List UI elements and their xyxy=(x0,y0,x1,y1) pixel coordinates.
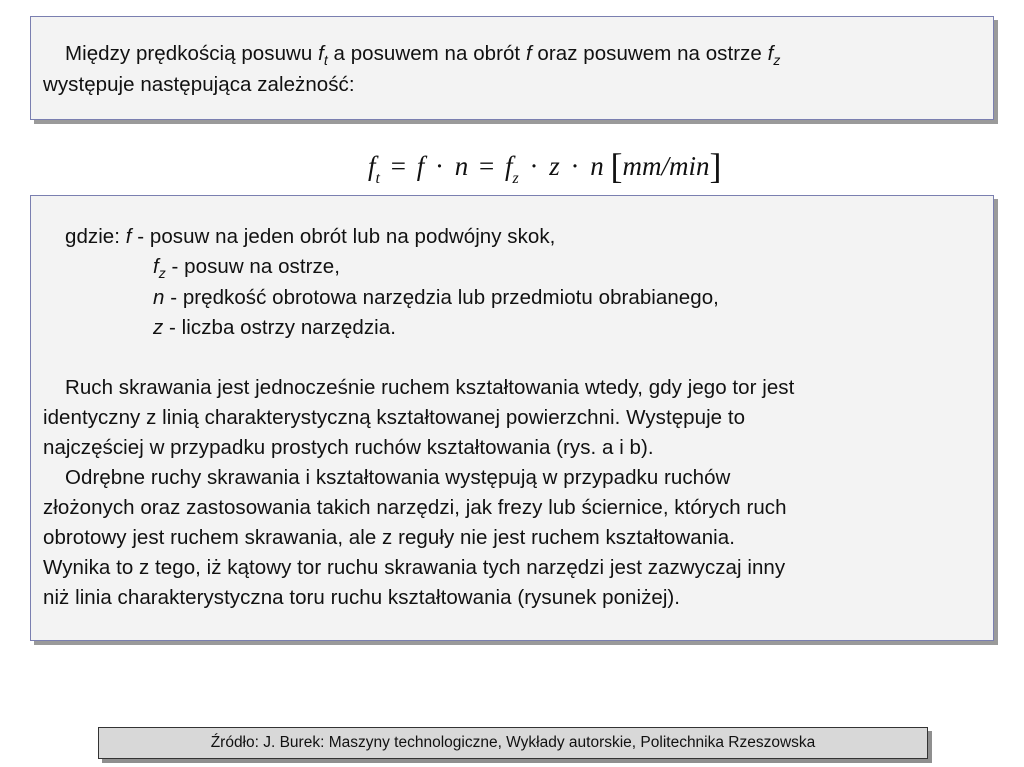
formula-equals-1: = xyxy=(390,151,406,181)
definition-text-f: - posuw na jeden obrót lub na podwójny skok, xyxy=(131,225,556,248)
formula-n: n xyxy=(454,151,469,181)
definitions-lead: gdzie: xyxy=(65,225,126,248)
formula-ft: f xyxy=(368,151,376,181)
intro-fz-symbol: f xyxy=(767,42,774,65)
definition-row-f xyxy=(43,222,983,252)
definition-text-n: - prędkość obrotowa narzędzia lub przedmiotu obrabianego, xyxy=(164,286,719,309)
formula-f: f xyxy=(416,151,425,181)
paragraph-2-line-2: złożonych oraz zastosowania takich narzędzi, jak frezy lub ściernice, których ruch xyxy=(43,496,787,519)
formula-z: z xyxy=(549,151,560,181)
paragraph-1-line-1: Ruch skrawania jest jednocześnie ruchem kształtowania wtedy, gdy jego tor jest xyxy=(65,376,795,399)
intro-part-1: Między prędkością posuwu xyxy=(65,42,319,65)
paragraph-2-line-1: Odrębne ruchy skrawania i kształtowania występują w przypadku ruchów xyxy=(65,466,731,489)
definition-text-z: - liczba ostrzy narzędzia. xyxy=(163,316,396,339)
paragraph-2-line-5: niż linia charakterystyczna toru ruchu kształtowania (rysunek poniżej). xyxy=(43,586,681,609)
definition-row-n xyxy=(43,283,983,313)
definition-row-z xyxy=(43,313,983,343)
paragraph-1-line-2: identyczny z linią charakterystyczną kształtowanej powierzchni. Występuje to xyxy=(43,406,746,429)
intro-line-1 xyxy=(43,39,978,70)
paragraph-1-line-3: najczęściej w przypadku prostych ruchów kształtowania (rys. a i b). xyxy=(43,436,654,459)
formula-bracket-open: [ xyxy=(610,146,623,186)
formula-dot-3: · xyxy=(570,151,580,181)
formula-dot-1: · xyxy=(434,151,444,181)
feed-formula xyxy=(368,142,722,187)
intro-part-3: oraz posuwem na ostrze xyxy=(531,42,768,65)
intro-box xyxy=(30,16,994,120)
formula-fz: f xyxy=(504,151,513,181)
formula-ft-subscript: t xyxy=(375,170,380,187)
formula-dot-2: · xyxy=(529,151,539,181)
definition-symbol-z: z xyxy=(153,316,164,339)
formula-bracket-close: ] xyxy=(709,146,722,186)
paragraph-2-line-3: obrotowy jest ruchem skrawania, ale z reguły nie jest ruchem kształtowania. xyxy=(43,526,735,549)
formula-unit: mm/min xyxy=(622,151,710,181)
definition-row-fz xyxy=(43,252,983,283)
source-citation: Źródło: J. Burek: Maszyny technologiczne, Wykłady autorskie, Politechnika Rzeszowska xyxy=(98,727,928,759)
explanation-box xyxy=(30,195,994,641)
formula-equals-2: = xyxy=(478,151,495,181)
intro-f-symbol: f xyxy=(525,42,532,65)
definition-text-fz: - posuw na ostrze, xyxy=(165,255,340,278)
intro-fz-subscript: z xyxy=(773,52,781,68)
definition-symbol-fz: f xyxy=(153,255,159,278)
intro-line-2: występuje następująca zależność: xyxy=(43,73,355,96)
paragraph-2-line-4: Wynika to z tego, iż kątowy tor ruchu skrawania tych narzędzi jest zazwyczaj inny xyxy=(43,556,786,579)
intro-ft-subscript: t xyxy=(323,52,328,68)
definition-symbol-n: n xyxy=(153,286,165,309)
explanation-text xyxy=(43,222,983,613)
definition-subscript-fz: z xyxy=(158,265,166,281)
intro-text xyxy=(43,39,978,100)
intro-part-2: a posuwem na obrót xyxy=(327,42,526,65)
formula-fz-subscript: z xyxy=(512,170,519,187)
spacer xyxy=(43,343,983,373)
definition-symbol-f: f xyxy=(125,225,132,248)
formula-n-2: n xyxy=(590,151,604,181)
intro-ft-symbol: f xyxy=(318,42,324,65)
